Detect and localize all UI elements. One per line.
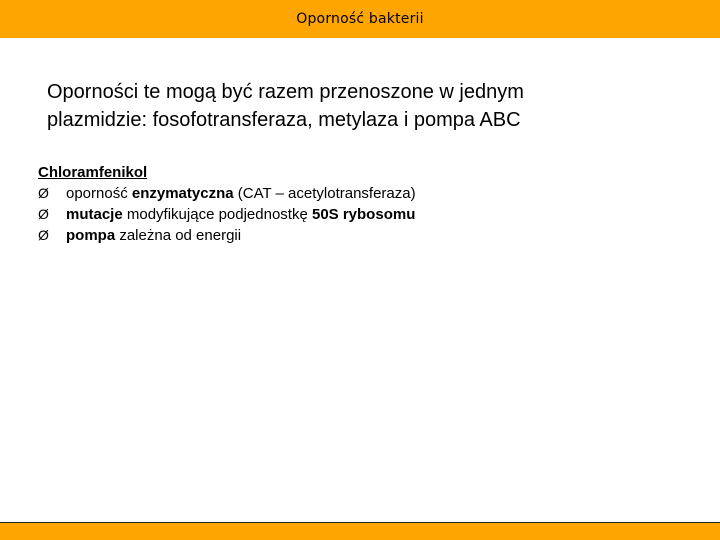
bullet-text-emphasis: enzymatyczna	[131, 185, 234, 202]
section-heading: Chloramfenikol	[38, 164, 148, 181]
chloramphenicol-section	[38, 162, 698, 246]
intro-line-1: Oporności te mogą być razem przenoszone w jednym	[47, 81, 524, 103]
bullet-text-emphasis: 50S rybosomu	[311, 206, 416, 223]
bullet-text	[66, 183, 416, 204]
bullet-arrow-icon: Ø	[38, 206, 49, 222]
bullet-text-part: (CAT – acetylotransferaza)	[233, 185, 416, 202]
bullet-arrow-icon: Ø	[38, 185, 49, 201]
bullet-text-part: oporność	[66, 185, 132, 202]
intro-line-2: plazmidzie: fosofotransferaza, metylaza i pompa ABC	[47, 109, 521, 131]
bullet-item-mutations	[38, 204, 698, 225]
bullet-text	[66, 225, 241, 246]
bullet-arrow-icon: Ø	[38, 227, 49, 243]
bullet-text-emphasis: pompa	[66, 227, 116, 244]
page-title: Oporność bakterii	[296, 11, 424, 27]
bullet-text	[66, 204, 415, 225]
bullet-text-emphasis: mutacje	[66, 206, 123, 223]
header-bar	[0, 0, 720, 38]
bullet-text-part: zależna od energii	[115, 227, 242, 244]
bullet-item-enzymatic	[38, 183, 698, 204]
bullet-text-part: modyfikujące podjednostkę	[122, 206, 312, 223]
bullet-item-pump	[38, 225, 698, 246]
footer-bar	[0, 522, 720, 540]
intro-text	[47, 78, 687, 134]
